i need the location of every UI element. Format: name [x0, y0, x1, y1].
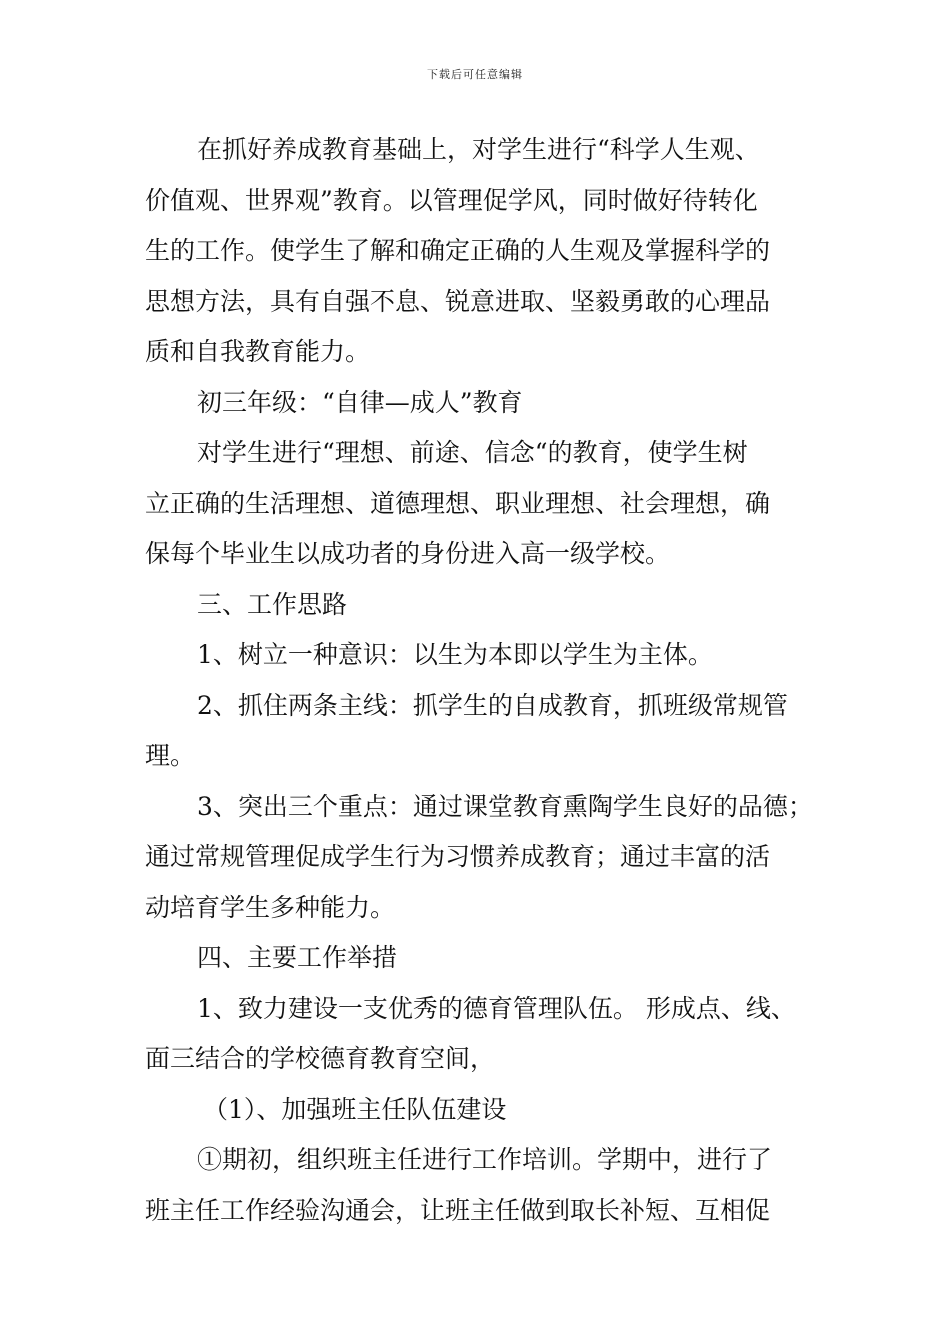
page-header: 下载后可任意编辑	[427, 68, 523, 81]
text-line: 动培育学生多种能力。	[145, 892, 396, 922]
text-line: 三、工作思路	[197, 589, 348, 619]
text-line: 1、树立一种意识：以生为本即以学生为主体。	[197, 640, 713, 669]
text-line: （1）、加强班主任队伍建设	[203, 1094, 507, 1124]
text-line: 保每个毕业生以成功者的身份进入高一级学校。	[145, 539, 671, 568]
text-line: 价值观、世界观”教育。以管理促学风，同时做好待转化	[145, 185, 758, 215]
text-line: ①期初，组织班主任进行工作培训。学期中，进行了	[197, 1145, 773, 1174]
document-body	[145, 125, 825, 1236]
text-line: 2、抓住两条主线：抓学生的自成教育，抓班级常规管	[197, 690, 788, 720]
text-line: 质和自我教育能力。	[145, 337, 371, 366]
text-line: 思想方法，具有自强不息、锐意进取、坚毅勇敢的心理品	[145, 286, 771, 316]
text-line: 面三结合的学校德育教育空间，	[145, 1044, 496, 1073]
text-line: 1、致力建设一支优秀的德育管理队伍。 形成点、线、	[197, 993, 796, 1023]
text-line: 3、突出三个重点：通过课堂教育熏陶学生良好的品德；	[197, 791, 813, 821]
text-line: 初三年级：“自律—成人”教育	[197, 387, 523, 417]
text-line: 四、主要工作举措	[197, 943, 398, 972]
text-line: 理。	[145, 741, 196, 770]
text-line: 班主任工作经验沟通会，让班主任做到取长补短、互相促	[145, 1195, 771, 1225]
text-line: 生的工作。使学生了解和确定正确的人生观及掌握科学的	[145, 236, 771, 265]
text-line: 通过常规管理促成学生行为习惯养成教育；通过丰富的活	[145, 842, 771, 871]
text-line: 在抓好养成教育基础上，对学生进行“科学人生观、	[197, 135, 760, 164]
text-line: 对学生进行“理想、前途、信念“的教育，使学生树	[197, 438, 748, 467]
text-line: 立正确的生活理想、道德理想、职业理想、社会理想，确	[145, 488, 771, 518]
